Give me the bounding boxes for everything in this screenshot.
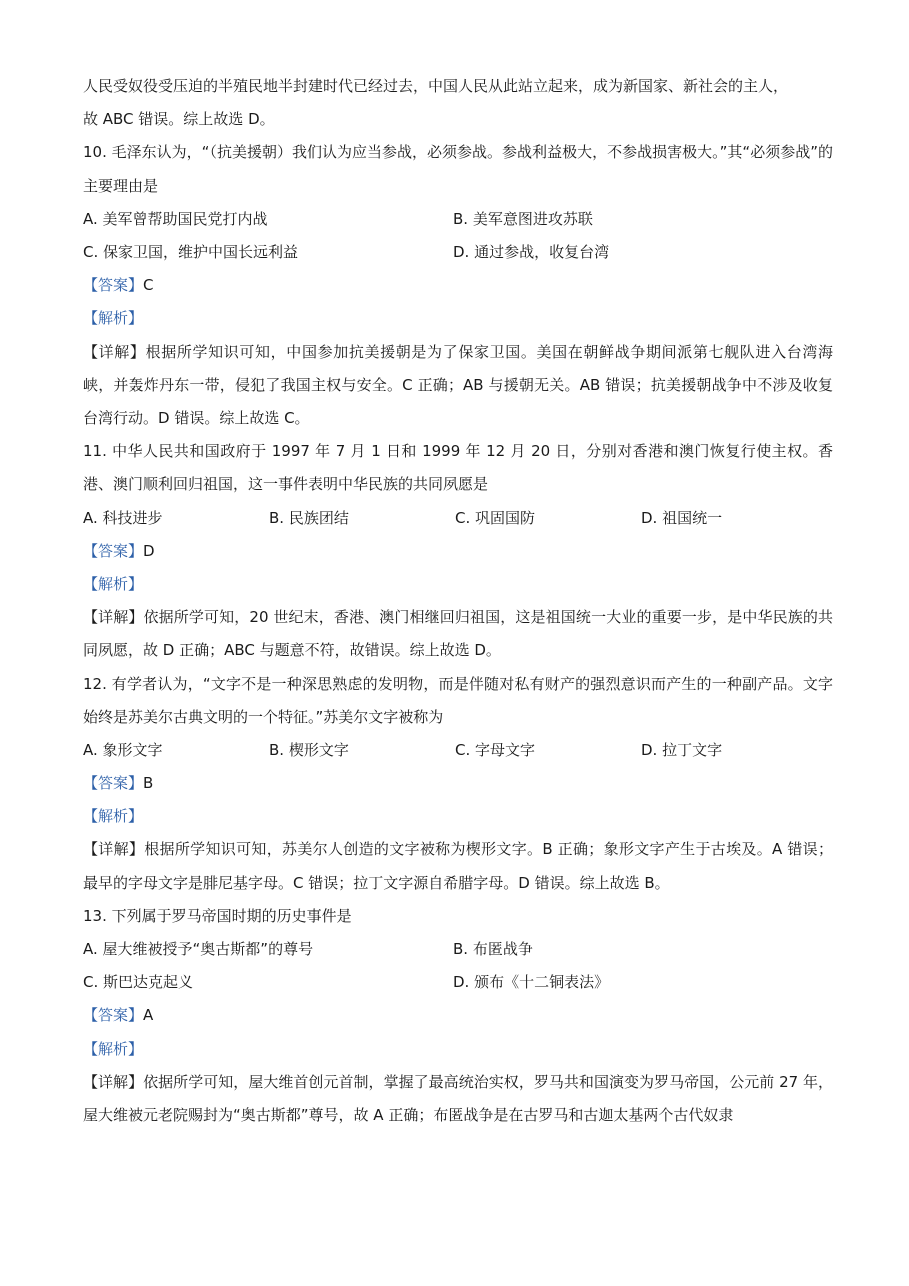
option-d: D. 通过参战，收复台湾 xyxy=(453,242,610,261)
question-stem: 10. 毛泽东认为，“（抗美援朝）我们认为应当参战，必须参战。参战利益极大，不参战损害极大。”其“必须参战”的主要理由是 xyxy=(83,143,833,195)
question-stem: 12. 有学者认为，“文字不是一种深思熟虑的发明物，而是伴随对私有财产的强烈意识而产生的一种副产品。文字始终是苏美尔古典文明的一个特征。”苏美尔文字被称为 xyxy=(83,674,833,726)
intro-line-2: 故 ABC 错误。综上故选 D。 xyxy=(83,110,275,129)
detail-tag: 【详解】 xyxy=(83,608,144,627)
option-d: D. 拉丁文字 xyxy=(641,740,723,759)
options-row xyxy=(83,966,833,999)
answer-tag: 【答案】 xyxy=(83,1006,144,1025)
option-b: B. 民族团结 xyxy=(269,508,349,527)
detail-tag: 【详解】 xyxy=(83,1072,144,1091)
option-b: B. 美军意图进攻苏联 xyxy=(453,209,593,228)
analysis-tag: 【解析】 xyxy=(83,309,144,328)
detail-text: 依据所学可知，20 世纪末，香港、澳门相继回归祖国，这是祖国统一大业的重要一步，是中华民族的共同夙愿，故 D 正确；ABC 与题意不符，故错误。综上故选 D。 xyxy=(83,608,833,660)
analysis-tag: 【解析】 xyxy=(83,807,144,826)
detail-text: 依据所学可知，屋大维首创元首制，掌握了最高统治实权，罗马共和国演变为罗马帝国，公元前 27 年，屋大维被元老院赐封为“奥古斯都”尊号，故 A 正确；布匿战争是在古罗马和古迦太基两个古代奴隶 xyxy=(83,1072,833,1125)
document-page xyxy=(83,70,833,1132)
question-10 xyxy=(83,136,833,435)
detail-paragraph xyxy=(83,336,833,436)
option-d: D. 祖国统一 xyxy=(641,508,723,527)
detail-text: 根据所学知识可知，苏美尔人创造的文字被称为楔形文字。B 正确；象形文字产生于古埃及。A 错误；最早的字母文字是腓尼基字母。C 错误；拉丁文字源自希腊字母。D 错误。综上故选 B。 xyxy=(83,840,833,892)
option-c: C. 斯巴达克起义 xyxy=(83,973,194,992)
option-c: C. 保家卫国，维护中国长远利益 xyxy=(83,242,299,261)
question-stem: 11. 中华人民共和国政府于 1997 年 7 月 1 日和 1999 年 12 月 20 日，分别对香港和澳门恢复行使主权。香港、澳门顺利回归祖国，这一事件表明中华民族的共同夙愿是 xyxy=(83,442,833,494)
options-row xyxy=(83,933,833,966)
answer-line xyxy=(83,535,833,568)
option-a: A. 科技进步 xyxy=(83,508,163,527)
detail-paragraph xyxy=(83,1066,833,1132)
option-b: B. 楔形文字 xyxy=(269,740,349,759)
detail-text: 根据所学知识可知，中国参加抗美援朝是为了保家卫国。美国在朝鲜战争期间派第七舰队进入台湾海峡，并轰炸丹东一带，侵犯了我国主权与安全。C 正确；AB 与援朝无关。AB 错误；抗美援朝战争中不涉及收复台湾行动。D 错误。综上故选 C。 xyxy=(83,342,833,427)
answer-tag: 【答案】 xyxy=(83,774,144,793)
detail-paragraph xyxy=(83,601,833,667)
question-13 xyxy=(83,900,833,1132)
option-a: A. 象形文字 xyxy=(83,740,163,759)
detail-tag: 【详解】 xyxy=(83,840,145,859)
answer-value: A xyxy=(143,1006,154,1025)
intro-line-1: 人民受奴役受压迫的半殖民地半封建时代已经过去，中国人民从此站立起来，成为新国家、新社会的主人， xyxy=(83,77,789,95)
answer-tag: 【答案】 xyxy=(83,541,144,560)
answer-line xyxy=(83,767,833,800)
detail-tag: 【详解】 xyxy=(83,342,146,361)
option-a: A. 屋大维被授予“奥古斯都”的尊号 xyxy=(83,940,314,959)
options-row xyxy=(83,734,833,767)
option-c: C. 字母文字 xyxy=(455,740,536,759)
option-d: D. 颁布《十二铜表法》 xyxy=(453,973,610,992)
option-c: C. 巩固国防 xyxy=(455,508,536,527)
answer-line xyxy=(83,269,833,302)
option-a: A. 美军曾帮助国民党打内战 xyxy=(83,209,268,228)
option-b: B. 布匿战争 xyxy=(453,940,533,959)
question-12 xyxy=(83,668,833,900)
options-row xyxy=(83,502,833,535)
analysis-tag: 【解析】 xyxy=(83,574,144,593)
options-row xyxy=(83,236,833,269)
answer-value: B xyxy=(143,774,154,793)
answer-tag: 【答案】 xyxy=(83,276,144,295)
answer-value: C xyxy=(143,276,154,295)
detail-paragraph xyxy=(83,833,833,899)
answer-line xyxy=(83,999,833,1032)
options-row xyxy=(83,203,833,236)
question-11 xyxy=(83,435,833,667)
answer-value: D xyxy=(143,541,155,560)
question-stem: 13. 下列属于罗马帝国时期的历史事件是 xyxy=(83,906,352,925)
analysis-tag: 【解析】 xyxy=(83,1039,144,1058)
